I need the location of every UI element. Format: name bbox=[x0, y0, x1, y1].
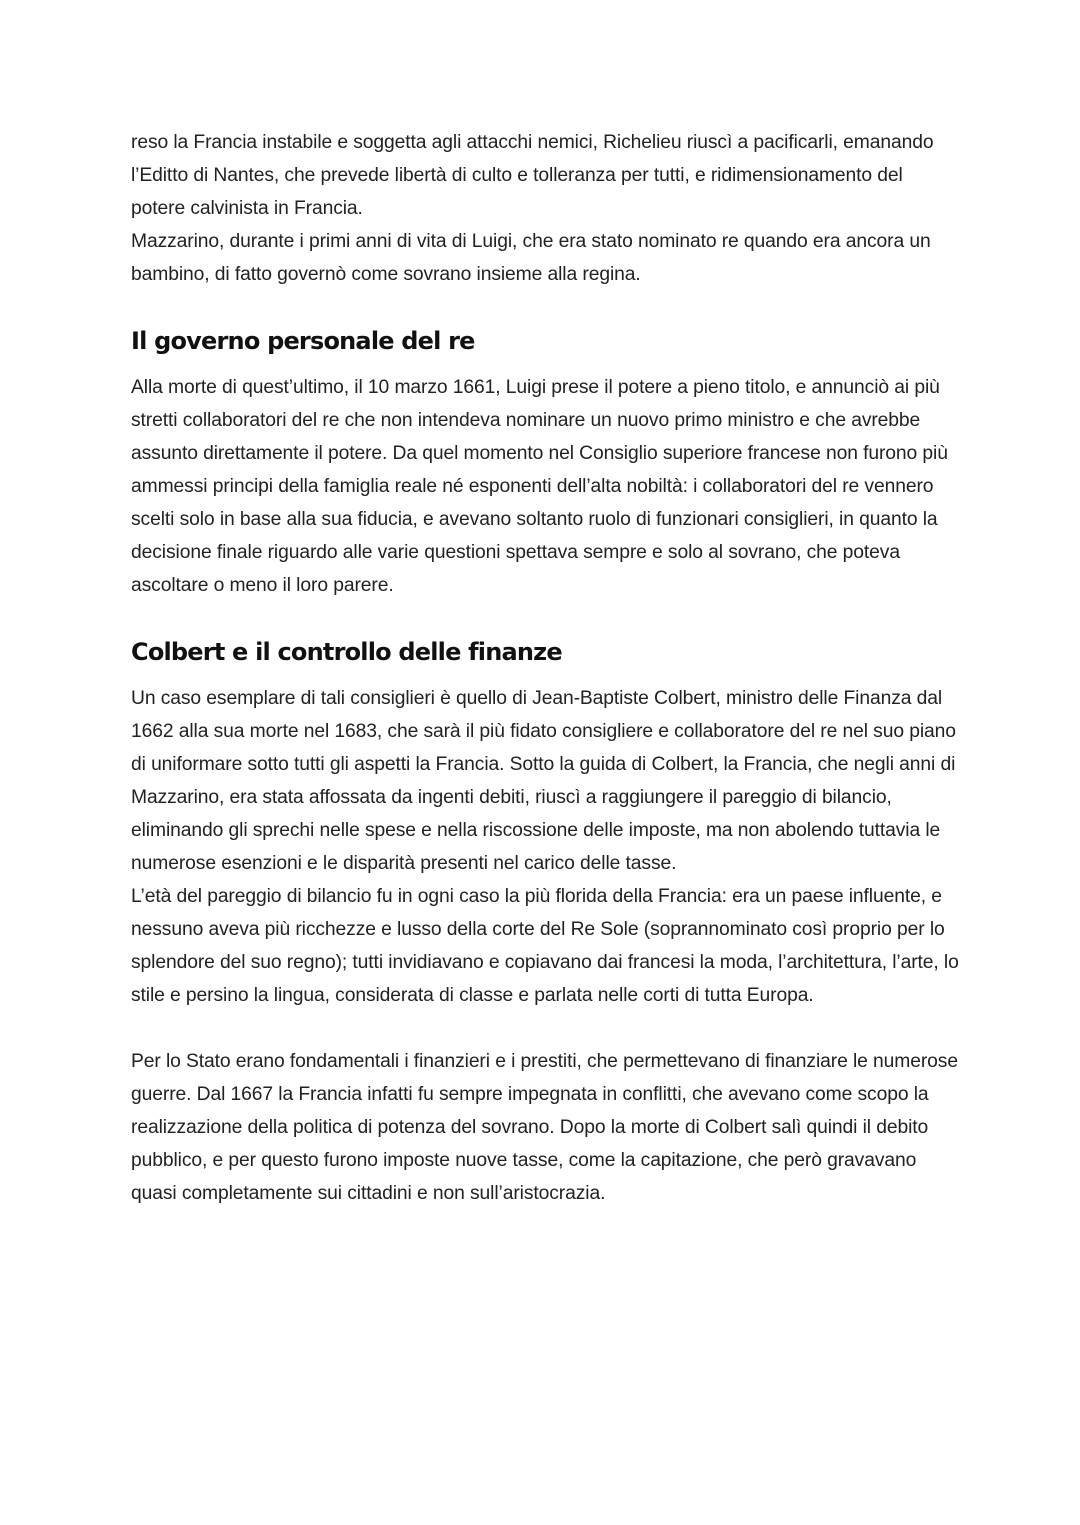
paragraph-finanzieri-prestiti: Per lo Stato erano fondamentali i finanzieri e i prestiti, che permettevano di finanziare le numerose guerre. Dal 1667 la Francia infatti fu sempre impegnata in conflitti, che avevano come scopo la realizzazione della politica di potenza del sovrano. Dopo la morte di Colbert salì quindi il debito pubblico, e per questo furono imposte nuove tasse, come la capitazione, che però gravavano quasi completamente sui cittadini e non sull’aristocrazia. bbox=[131, 1051, 958, 1204]
intro-paragraph-richelieu: reso la Francia instabile e soggetta agli attacchi nemici, Richelieu riuscì a pacificarli, emanando l’Editto di Nantes, che prevede libertà di culto e tolleranza per tutti, e ridimensionamento del potere calvinista in Francia. bbox=[131, 132, 934, 219]
paragraph-governo-personale: Alla morte di quest’ultimo, il 10 marzo 1661, Luigi prese il potere a pieno titolo, e annunciò ai più stretti collaboratori del re che non intendeva nominare un nuovo primo ministro e che avrebbe assunto direttamente il potere. Da quel momento nel Consiglio superiore francese non furono più ammessi principi della famiglia reale né esponenti dell’alta nobiltà: i collaboratori del re vennero scelti solo in base alla sua fiducia, e avevano soltanto ruolo di funzionari consiglieri, in quanto la decisione finale riguardo alle varie questioni spettava sempre e solo al sovrano, che poteva ascoltare o meno il loro parere. bbox=[131, 377, 948, 596]
paragraph-pareggio-bilancio: L’età del pareggio di bilancio fu in ogni caso la più florida della Francia: era un paese influente, e nessuno aveva più ricchezze e lusso della corte del Re Sole (soprannominato così proprio per lo splendore del suo regno); tutti invidiavano e copiavano dai francesi la moda, l’architettura, l’arte, lo stile e persino la lingua, considerata di classe e parlata nelle corti di tutta Europa. bbox=[131, 886, 959, 1006]
section-heading-governo-personale: Il governo personale del re bbox=[131, 327, 475, 355]
intro-paragraph-mazzarino: Mazzarino, durante i primi anni di vita di Luigi, che era stato nominato re quando era ancora un bambino, di fatto governò come sovrano insieme alla regina. bbox=[131, 231, 931, 285]
paragraph-colbert: Un caso esemplare di tali consiglieri è quello di Jean-Baptiste Colbert, ministro delle Finanza dal 1662 alla sua morte nel 1683, che sarà il più fidato consigliere e collaboratore del re nel suo piano di uniformare sotto tutti gli aspetti la Francia. Sotto la guida di Colbert, la Francia, che negli anni di Mazzarino, era stata affossata da ingenti debiti, riuscì a raggiungere il pareggio di bilancio, eliminando gli sprechi nelle spese e nella riscossione delle imposte, ma non abolendo tuttavia le numerose esenzioni e le disparità presenti nel carico delle tasse. bbox=[131, 688, 956, 874]
document-page bbox=[131, 126, 961, 1210]
section-heading-colbert: Colbert e il controllo delle finanze bbox=[131, 638, 562, 666]
